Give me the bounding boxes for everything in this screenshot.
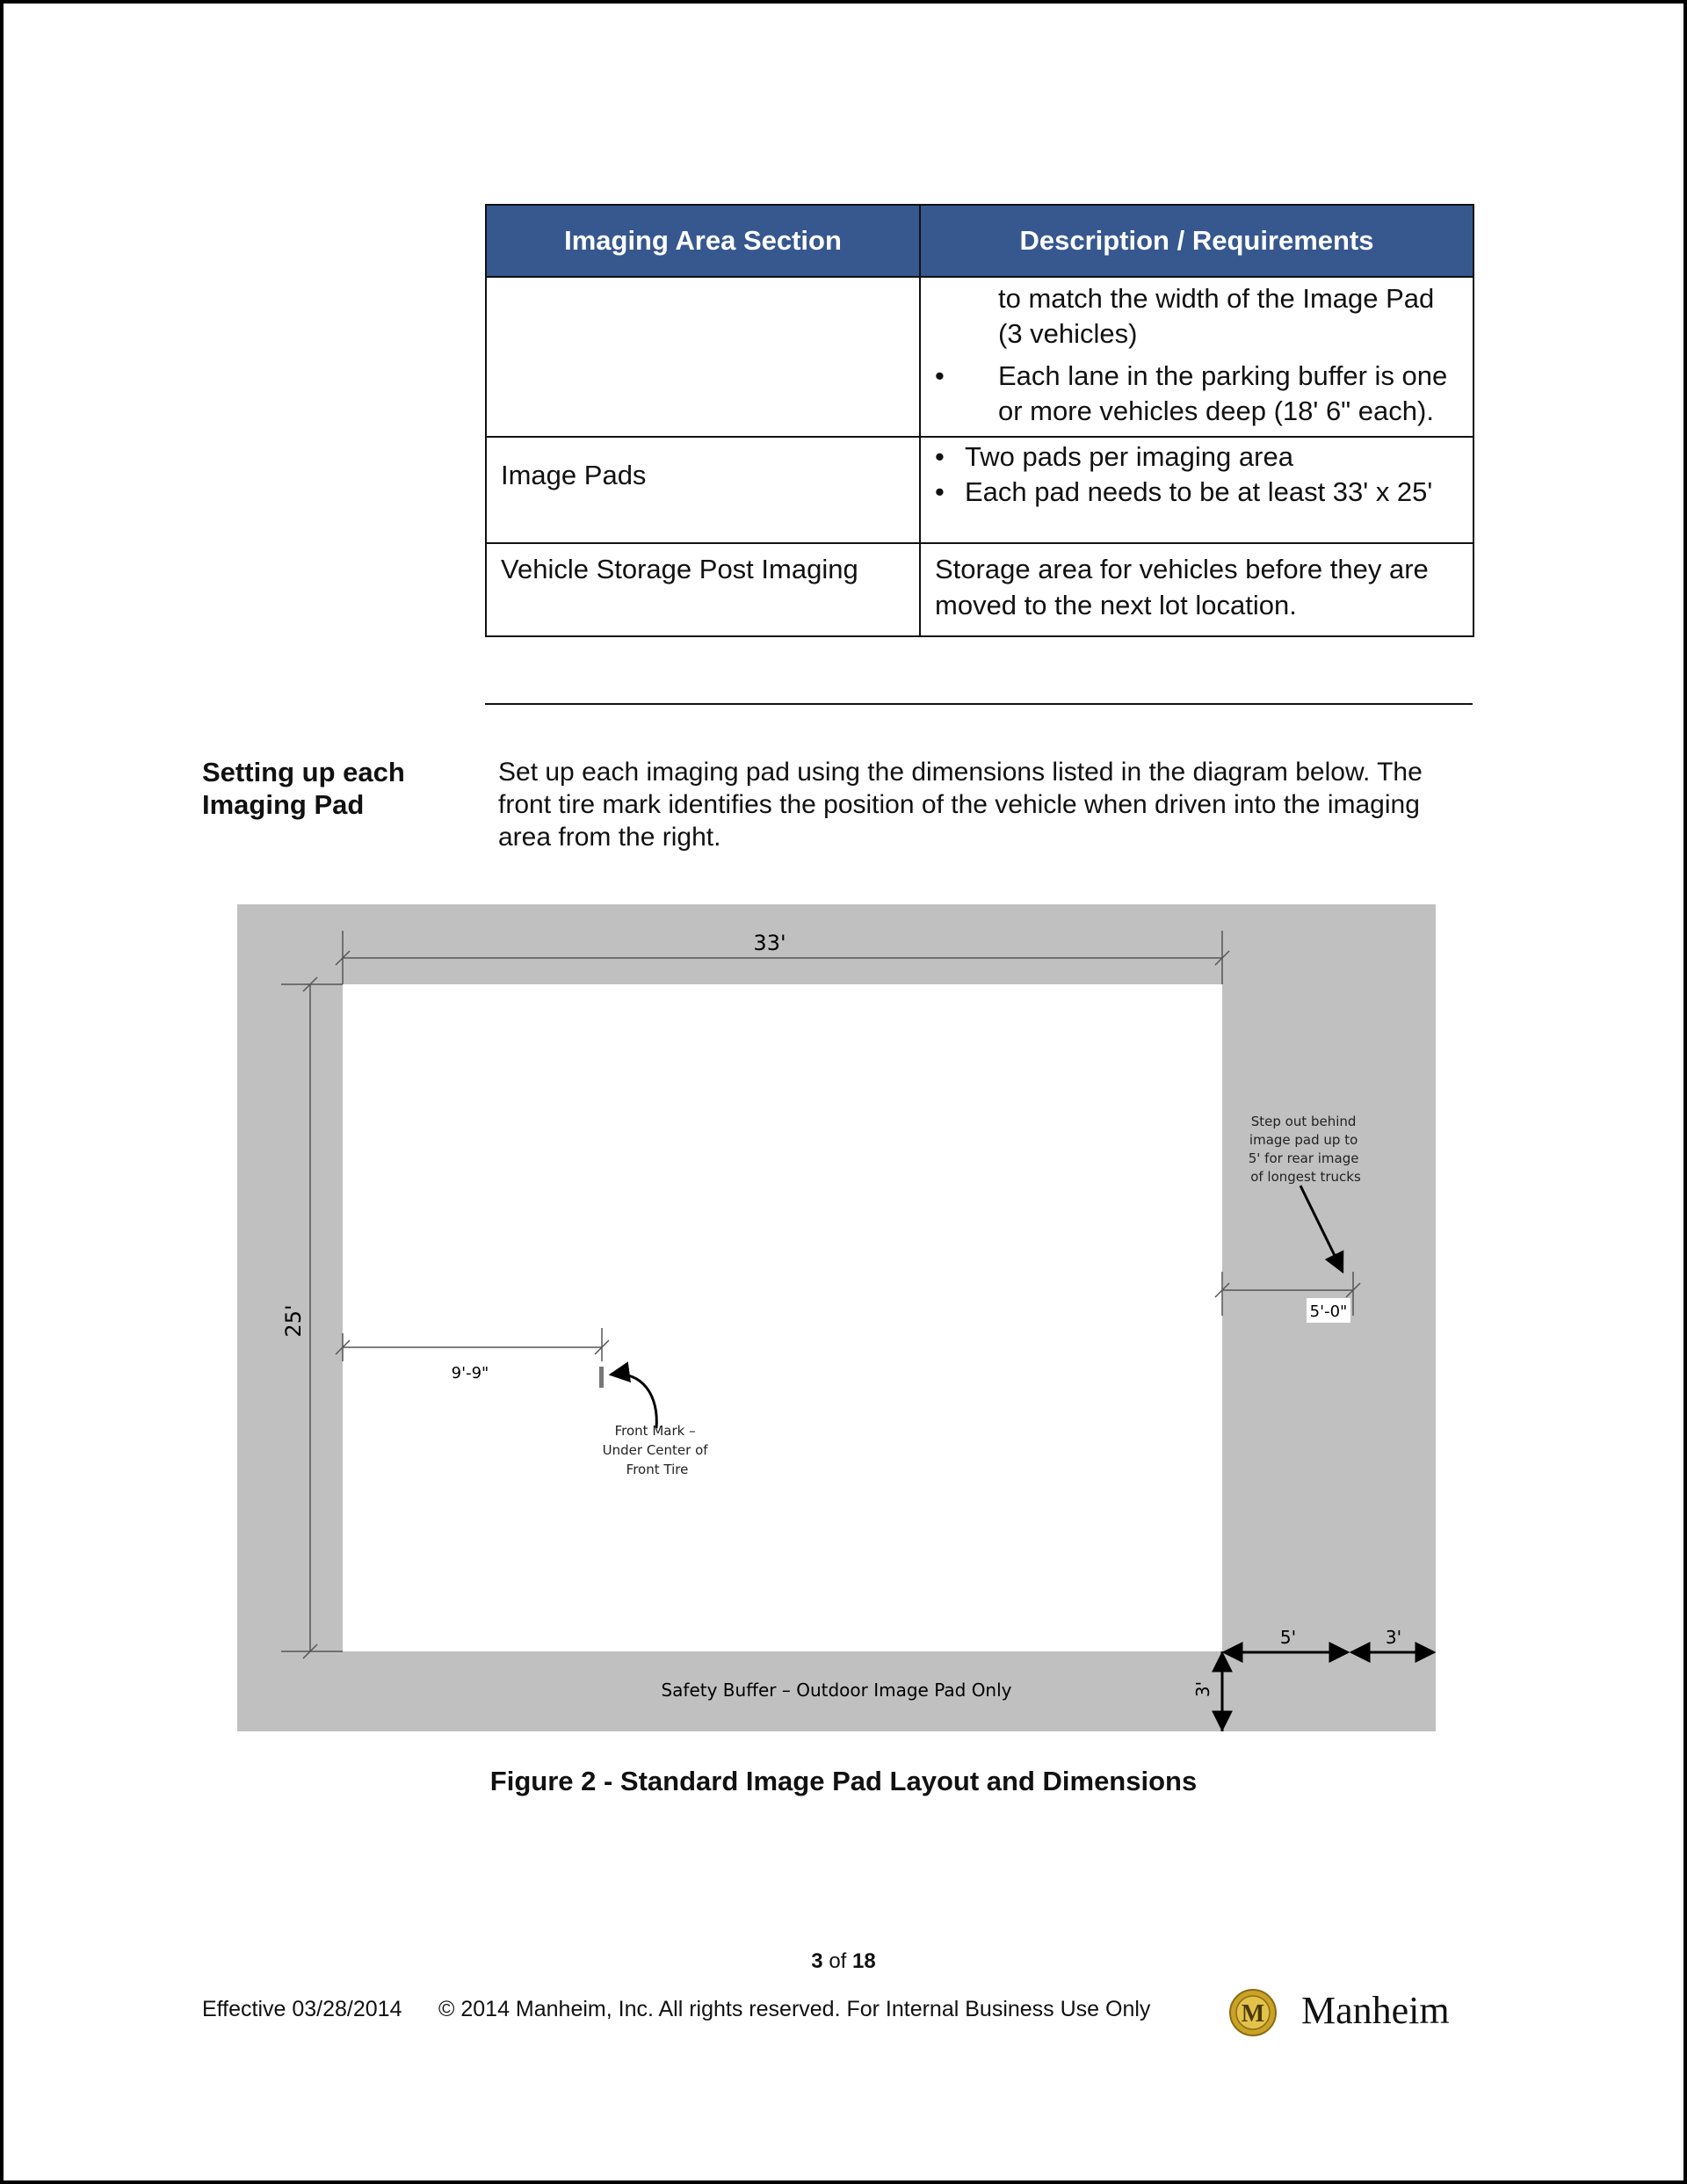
page-total: 18 [852,1949,876,1973]
front-mark [599,1367,604,1388]
bullet-list [921,438,1473,510]
image-pad-diagram [237,904,1436,1731]
page-current: 3 [811,1949,823,1973]
svg-text:M: M [1241,2000,1265,2028]
section-label: Vehicle Storage Post Imaging [501,554,858,584]
right-safety-label: 3' [1385,1627,1402,1648]
table-cell-section [486,277,920,437]
bullet: • [935,476,945,507]
step-out-label: Step out behind image pad up to 5' for rear image of longest trucks [1248,1114,1361,1185]
safety-buffer-label: Safety Buffer – Outdoor Image Pad Only [661,1680,1012,1701]
height-label: 25' [281,1304,306,1338]
manheim-logo-icon [1228,1988,1278,2037]
bullet-text: Each lane in the parking buffer is one or more vehicles deep (18' 6" each). [998,360,1448,426]
table-cell-description [920,437,1473,543]
table-cell-description [920,543,1473,636]
table-row [486,543,1473,636]
section-label [487,278,919,302]
section-divider [485,703,1473,705]
page-number [0,1949,1687,1974]
right-buffer-label: 5' [1279,1627,1297,1648]
table-row [486,277,1473,437]
footer-copyright: © 2014 Manheim, Inc. All rights reserved. For Internal Business Use Only [438,1997,1151,2021]
continuation-text: to match the width of the Image Pad (3 vehicles) [998,283,1435,349]
section-label: Image Pads [501,460,647,490]
image-pad [343,984,1222,1651]
list-item [921,352,1473,429]
table-row [486,437,1473,543]
list-item [935,439,1459,475]
front-offset-label: 9'-9" [451,1364,489,1382]
requirements-table [485,204,1474,637]
brand-name: Manheim [1301,1989,1450,2032]
table-header-row [486,205,1473,277]
description-text: Storage area for vehicles before they are moved to the next lot location. [935,554,1429,620]
header-description: Description / Requirements [920,205,1473,277]
table-cell-section [486,543,920,636]
figure-caption: Figure 2 - Standard Image Pad Layout and Dimensions [489,1766,1198,1796]
step-out-dim-label: 5'-0" [1309,1302,1348,1321]
table-cell-section [486,437,920,543]
bullet-text: Each pad needs to be at least 33' x 25' [965,476,1433,507]
bullet-text: Two pads per imaging area [965,441,1293,472]
page-of: of [829,1949,847,1973]
bullet: • [935,441,945,472]
bullet: • [935,360,945,391]
bottom-safety-label: 3' [1192,1680,1213,1698]
width-label: 33' [753,931,786,955]
list-item [935,475,1459,510]
body-paragraph: Set up each imaging pad using the dimensions listed in the diagram below. The front tire mark identifies the position of the vehicle when driven into the imaging area from the right. [498,758,1423,852]
front-mark-label: Front Mark – Under Center of Front Tire [602,1423,708,1477]
header-section: Imaging Area Section [486,205,920,277]
side-heading: Setting up each Imaging Pad [202,757,405,820]
table-cell-description [920,277,1473,437]
footer-effective-date: Effective 03/28/2014 [202,1997,402,2021]
